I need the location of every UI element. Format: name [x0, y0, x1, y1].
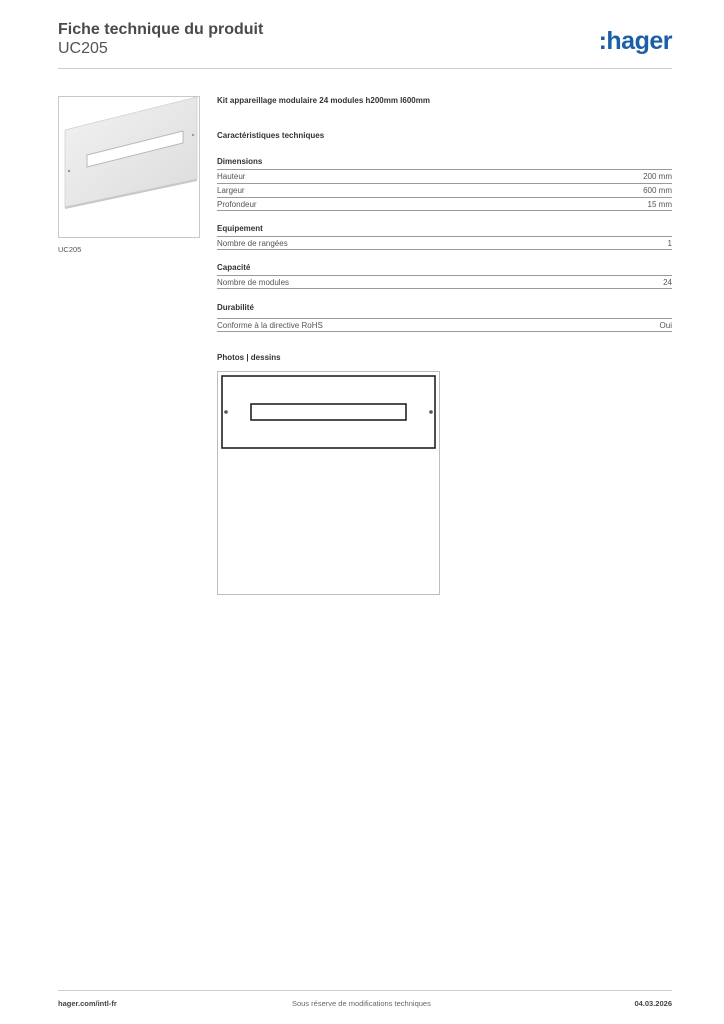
spec-row	[217, 169, 672, 183]
spec-row	[217, 197, 672, 211]
footer-divider	[58, 990, 672, 991]
group-label-capacite: Capacité	[217, 263, 251, 272]
logo-colon-icon: :	[598, 27, 607, 55]
header-divider	[58, 68, 672, 69]
spec-value: 24	[663, 278, 672, 287]
spec-row	[217, 275, 672, 289]
brand-logo	[599, 27, 672, 56]
photos-heading: Photos | dessins	[217, 353, 281, 362]
product-reference: UC205	[58, 40, 108, 57]
spec-row	[217, 318, 672, 332]
spec-key: Conforme à la directive RoHS	[217, 321, 323, 330]
page-title: Fiche technique du produit	[58, 21, 264, 38]
spec-row	[217, 183, 672, 197]
spec-value: 200 mm	[643, 172, 672, 181]
spec-key: Profondeur	[217, 200, 257, 209]
product-name: Kit appareillage modulaire 24 modules h200mm l600mm	[217, 96, 430, 105]
spec-value: 1	[667, 239, 672, 248]
spec-value: 15 mm	[647, 200, 672, 209]
group-label-dimensions: Dimensions	[217, 157, 263, 166]
product-photo	[58, 96, 200, 238]
photo-caption: UC205	[58, 245, 82, 254]
brand-name: hager	[606, 27, 672, 55]
group-label-durabilite: Durabilité	[217, 303, 254, 312]
drawing-panel-outline	[218, 372, 439, 594]
spec-value: 600 mm	[643, 186, 672, 195]
spec-key: Hauteur	[217, 172, 246, 181]
spec-key: Largeur	[217, 186, 245, 195]
spec-value: Oui	[659, 321, 672, 330]
spec-key: Nombre de modules	[217, 278, 290, 287]
footer-date: 04.03.2026	[634, 999, 672, 1008]
spec-heading: Caractéristiques techniques	[217, 131, 325, 140]
footer-website[interactable]: hager.com/intl-fr	[58, 999, 117, 1008]
footer-disclaimer: Sous réserve de modifications techniques	[292, 999, 431, 1008]
spec-key: Nombre de rangées	[217, 239, 288, 248]
group-label-equipement: Equipement	[217, 224, 263, 233]
spec-row	[217, 236, 672, 250]
product-panel-illustration	[59, 97, 199, 237]
technical-drawing	[217, 371, 440, 595]
